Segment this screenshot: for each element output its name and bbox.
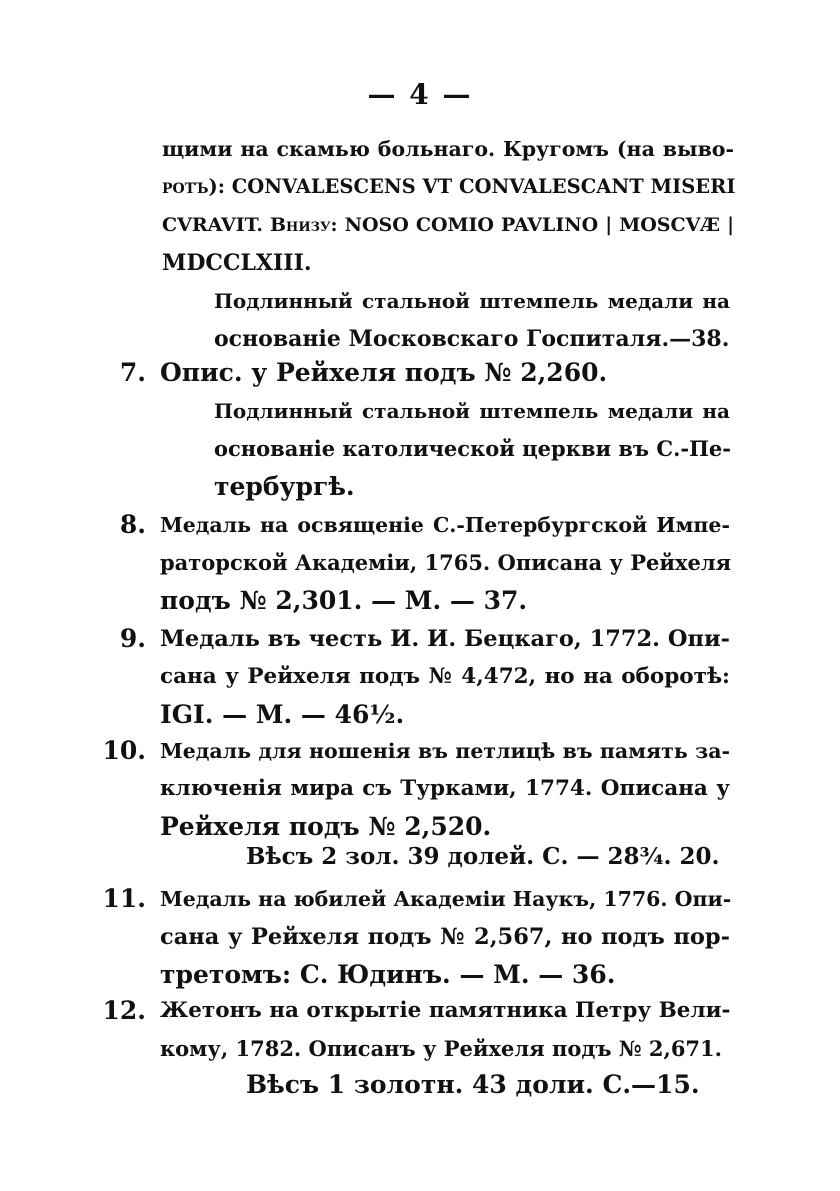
- text-line: основаніе Московскаго Госпиталя.—38.: [214, 326, 730, 352]
- text-line: кому, 1782. Описанъ у Рейхеля подъ № 2,671.: [160, 1036, 722, 1061]
- text-line: Медаль на юбилей Академіи Наукъ, 1776. Опи-: [160, 887, 732, 911]
- text-line: сана у Рейхеля подъ № 2,567, но подъ пор-: [160, 924, 730, 950]
- entry-number: 12.: [102, 996, 146, 1025]
- entry-text: [160, 354, 730, 392]
- page-number: — 4 —: [367, 78, 473, 111]
- entry-number: 10.: [102, 736, 146, 765]
- text-line: тербургѣ.: [214, 472, 355, 501]
- text-line: Медаль на освященіе С.-Петербургской Импе-: [160, 513, 730, 537]
- text-line: Жетонъ на открытіе памятника Петру Вели-: [160, 998, 731, 1023]
- text-line: Медаль для ношенія въ петлицѣ въ память за-: [160, 739, 730, 763]
- entry-note: [214, 392, 730, 506]
- entry-weight: [246, 1066, 726, 1104]
- text-line: Опис. у Рейхеля подъ № 2,260.: [160, 358, 608, 387]
- text-line: Подлинный стальной штемпель медали на: [214, 399, 730, 423]
- entry-weight: [246, 838, 726, 876]
- intro-note: [214, 282, 730, 358]
- text-line: Медаль въ честь И. И. Бецкаго, 1772. Опи-: [160, 626, 730, 652]
- text-line: основаніе католической церкви въ С.-Пе-: [214, 436, 732, 461]
- text-line: Рейхеля подъ № 2,520.: [160, 812, 492, 841]
- entry-text: [160, 732, 730, 846]
- text-line: ключенія мира съ Турками, 1774. Описана у: [160, 776, 730, 801]
- text-line: Вѣсъ 2 зол. 39 долей. С. — 28¾. 20.: [246, 843, 720, 870]
- text-line: щими на скамью больнаго. Кругомъ (на выво-: [162, 137, 734, 161]
- intro-paragraph: [162, 130, 734, 282]
- text-line: Вѣсъ 1 золотн. 43 доли. С.—15.: [246, 1070, 700, 1099]
- entry-text: [160, 506, 730, 620]
- entry-text: [160, 620, 730, 734]
- entry-number: 8.: [119, 510, 146, 539]
- text-line: IGI. — М. — 46½.: [160, 700, 405, 729]
- entry-text: [160, 880, 730, 994]
- entry-number: 11.: [102, 884, 146, 913]
- text-line: Подлинный стальной штемпель медали на: [214, 289, 730, 313]
- text-line: раторской Академіи, 1765. Описана у Рейхеля: [160, 550, 732, 575]
- text-line: MDCCLXIII.: [162, 250, 312, 276]
- text-line: подъ № 2,301. — М. — 37.: [160, 586, 528, 615]
- text-line: ротъ): CONVALESCENS VT CONVALESCANT MISERI: [162, 175, 736, 198]
- entry-number: 7.: [119, 358, 146, 387]
- text-line: третомъ: С. Юдинъ. — М. — 36.: [160, 960, 616, 989]
- text-line: CVRAVIT. Внизу: NOSO COMIO PAVLINO | MOSCVÆ |: [162, 214, 734, 236]
- entry-text: [160, 992, 730, 1068]
- text-line: сана у Рейхеля подъ № 4,472, но на оборотѣ:: [160, 664, 730, 689]
- entry-number: 9.: [119, 624, 146, 653]
